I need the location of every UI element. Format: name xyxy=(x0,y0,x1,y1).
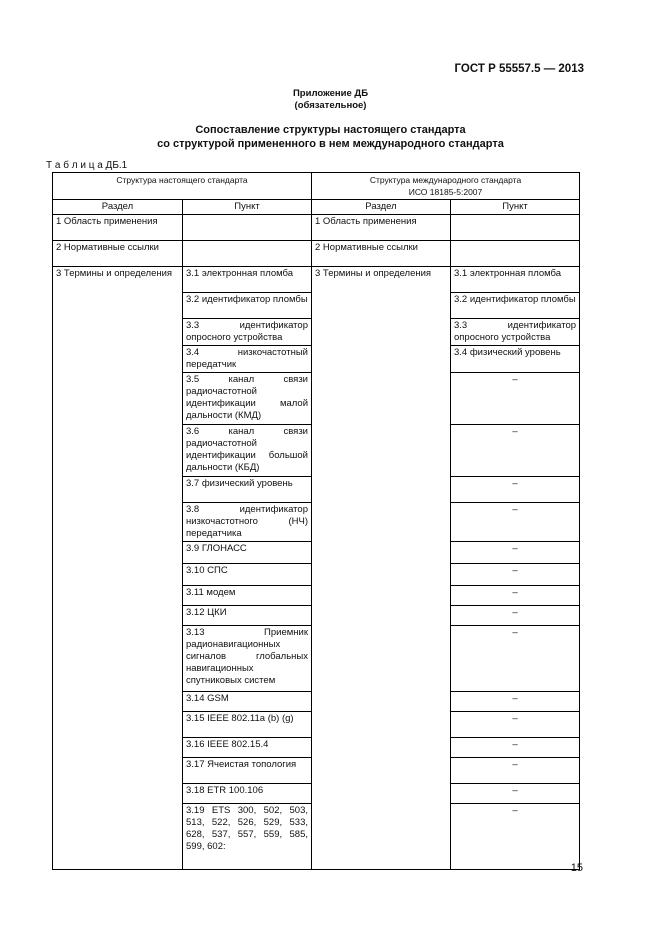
item-cell-left: 3.12 ЦКИ xyxy=(183,606,312,626)
document-heading xyxy=(0,123,661,151)
item-cell-right: – xyxy=(451,477,580,503)
column-header-row xyxy=(53,200,580,215)
item-cell-right: – xyxy=(451,586,580,606)
heading-line-2: со структурой примененного в нем международного стандарта xyxy=(157,138,504,150)
comparison-table xyxy=(52,172,580,870)
item-cell-right xyxy=(451,241,580,267)
item-cell-right: 3.4 физический уровень xyxy=(451,346,580,373)
item-cell-left xyxy=(183,241,312,267)
appendix-title xyxy=(0,88,661,112)
item-cell-right: – xyxy=(451,712,580,738)
section-cell-left: 1 Область применения xyxy=(53,215,183,241)
standard-code: ГОСТ Р 55557.5 — 2013 xyxy=(454,63,584,75)
item-cell-left: 3.10 СПС xyxy=(183,564,312,586)
item-cell-left: 3.19 ETS 300, 502, 503, 513, 522, 526, 529, 533, 628, 537, 557, 559, 585, 599, 602: xyxy=(183,804,312,870)
table-row xyxy=(53,267,580,293)
item-cell-left: 3.7 физический уровень xyxy=(183,477,312,503)
item-cell-right xyxy=(451,215,580,241)
item-cell-left: 3.14 GSM xyxy=(183,692,312,712)
section-cell-right: 2 Нормативные ссылки xyxy=(312,241,451,267)
appendix-note: (обязательное) xyxy=(294,100,367,111)
group-header-row xyxy=(53,173,580,200)
item-cell-right: – xyxy=(451,758,580,784)
section-cell-right: 3 Термины и определения xyxy=(312,267,451,870)
item-cell-right: – xyxy=(451,425,580,477)
item-cell-right: – xyxy=(451,692,580,712)
group-header-right-line2: ИСО 18185-5:2007 xyxy=(408,187,483,197)
item-cell-left: 3.17 Ячеистая топология xyxy=(183,758,312,784)
page-number: 15 xyxy=(570,862,583,874)
heading-line-1: Сопоставление структуры настоящего стандарта xyxy=(195,124,466,136)
item-cell-left: 3.13 Приемник радионавигационных сигналов глобальных навигационных спутниковых систем xyxy=(183,626,312,692)
item-cell-right: – xyxy=(451,784,580,804)
item-cell-left: 3.9 ГЛОНАСС xyxy=(183,542,312,564)
col-header-section-left: Раздел xyxy=(53,200,183,215)
item-cell-right: – xyxy=(451,542,580,564)
item-cell-left: 3.2 идентификатор пломбы xyxy=(183,293,312,319)
table-row xyxy=(53,215,580,241)
item-cell-right: 3.3 идентификатор опросного устройства xyxy=(451,319,580,346)
item-cell-left: 3.3 идентификатор опросного устройства xyxy=(183,319,312,346)
appendix-name: Приложение ДБ xyxy=(292,88,369,99)
item-cell-left: 3.15 IEEE 802.11a (b) (g) xyxy=(183,712,312,738)
item-cell-right: – xyxy=(451,738,580,758)
section-cell-right: 1 Область применения xyxy=(312,215,451,241)
section-cell-left: 3 Термины и определения xyxy=(53,267,183,870)
item-cell-right: – xyxy=(451,606,580,626)
col-header-section-right: Раздел xyxy=(312,200,451,215)
group-header-left: Структура настоящего стандарта xyxy=(53,173,312,200)
item-cell-right: 3.2 идентификатор пломбы xyxy=(451,293,580,319)
item-cell-left: 3.11 модем xyxy=(183,586,312,606)
item-cell-right: – xyxy=(451,373,580,425)
item-cell-right: – xyxy=(451,564,580,586)
item-cell-left xyxy=(183,215,312,241)
item-cell-right: – xyxy=(451,626,580,692)
col-header-item-left: Пункт xyxy=(183,200,312,215)
section-cell-left: 2 Нормативные ссылки xyxy=(53,241,183,267)
table-label: Т а б л и ц а ДБ.1 xyxy=(46,160,128,171)
group-header-right-line1: Структура международного стандарта xyxy=(369,175,522,185)
item-cell-right: 3.1 электронная пломба xyxy=(451,267,580,293)
item-cell-left: 3.5 канал связи радиочастотной идентификации малой дальности (КМД) xyxy=(183,373,312,425)
item-cell-left: 3.1 электронная пломба xyxy=(183,267,312,293)
group-header-right xyxy=(312,173,580,200)
item-cell-right: – xyxy=(451,804,580,870)
item-cell-left: 3.18 ETR 100.106 xyxy=(183,784,312,804)
col-header-item-right: Пункт xyxy=(451,200,580,215)
item-cell-left: 3.16 IEEE 802.15.4 xyxy=(183,738,312,758)
item-cell-left: 3.8 идентификатор низкочастотного (НЧ) передатчика xyxy=(183,503,312,542)
table-row xyxy=(53,241,580,267)
item-cell-left: 3.4 низкочастотный передатчик xyxy=(183,346,312,373)
item-cell-right: – xyxy=(451,503,580,542)
item-cell-left: 3.6 канал связи радиочастотной идентификации большой дальности (КБД) xyxy=(183,425,312,477)
